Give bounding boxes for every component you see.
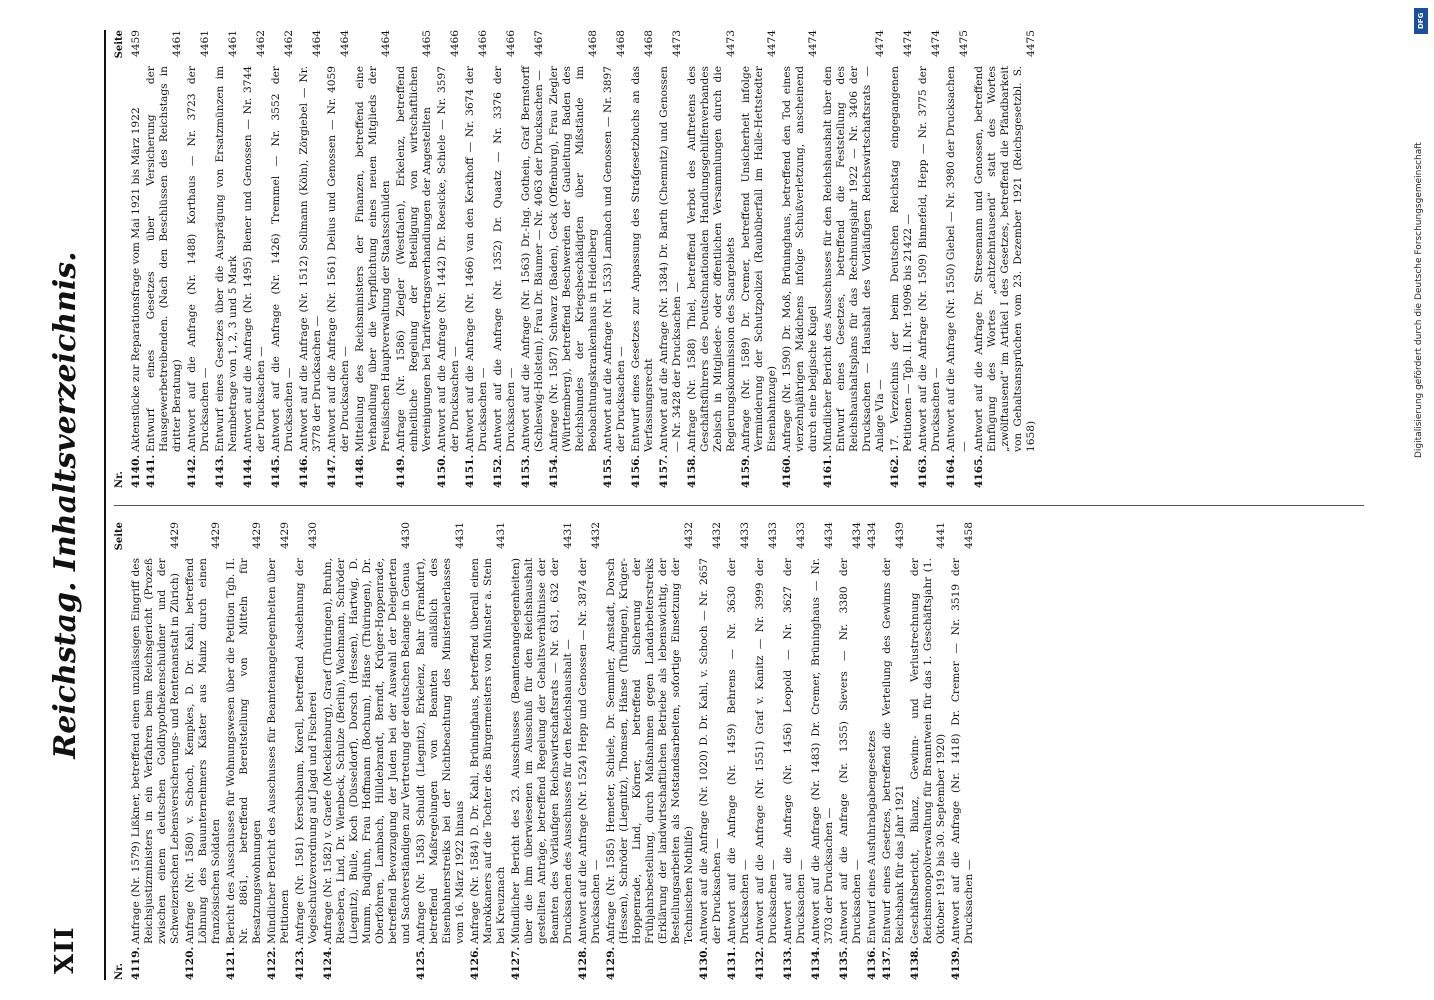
entry-page: 4468 [643,30,655,57]
entry-number: 4145. [270,454,282,488]
page-number: XII [50,926,80,974]
right-column-header [114,30,130,488]
index-entry [354,30,393,488]
index-entry [214,30,240,488]
entry-text: Antwort auf die Anfrage (Nr. 1466) van den Kerkhoff — Nr. 3674 der Drucksachen — [464,66,489,452]
rotated-page-content [40,30,1380,980]
entry-number: 4144. [242,454,254,488]
entry-number: 4161. [822,454,834,488]
entry-page: 4464 [380,30,392,57]
entry-page: 4433 [739,522,751,549]
index-entry [740,30,779,488]
entry-number: 4134. [810,946,822,980]
entry-page: 4459 [130,30,142,57]
entry-text: Antwort auf die Anfrage (Nr. 1495) Biener und Genossen — Nr. 3744 der Drucksachen — [242,66,267,452]
entry-number: 4126. [469,946,481,980]
index-entry [810,522,836,980]
index-entry [630,30,656,488]
page-title: Reichstag. Inhaltsverzeichnis. [48,251,83,759]
entry-page: 4466 [449,30,461,57]
entry-page: 4429 [279,522,291,549]
entry-text: Antwort auf die Anfrage (Nr. 1456) Leopold — Nr. 3627 der Drucksachen — [782,558,807,944]
entry-number: 4130. [698,946,710,980]
entry-page: 4461 [199,30,211,57]
entry-page: 4434 [851,522,863,549]
entry-text: Antwort auf die Anfrage (Nr. 1524) Hepp und Genossen — Nr. 3874 der Drucksachen — [577,558,602,944]
entry-number: 4121. [225,946,237,980]
entry-text: Antwort auf die Anfrage (Nr. 1442) Dr. Roesicke, Schiele — Nr. 3597 der Drucksachen — [436,66,461,452]
entry-text: Bericht des Ausschusses für Wohnungswesen über die Petition Tgb. II. Nr. 8861, betreffend Bereitstellung von Mitteln für Besatzungswohnungen [225,558,263,944]
index-entry [294,522,320,980]
entry-text: Anfrage (Nr. 1579) Lißkner, betreffend einen unzulässigen Eingriff des Reichsjustizministers in ein Verfahren beim Reichsgericht (Prozeß zwischen einem deutschen Goldhypothekenschuldner und der Schweizerischen Lebensversicherungs- und Rentenanstalt in Zürich) [130,558,181,944]
entry-number: 4142. [186,454,198,488]
entry-page: 4433 [767,522,779,549]
entry-number: 4124. [322,946,334,980]
index-entry [184,522,223,980]
entry-number: 4143. [214,454,226,488]
index-entry [145,30,184,488]
entry-text: Antwort auf die Anfrage (Nr. 1533) Lambach und Genossen — Nr. 3897 der Drucksachen — [602,66,627,452]
entry-number: 4132. [754,946,766,980]
entry-page: 4474 [902,30,914,57]
index-entry [602,30,628,488]
entry-number: 4157. [658,454,670,488]
entry-number: 4152. [492,454,504,488]
index-entry [270,30,296,488]
entry-page: 4431 [562,522,574,549]
entry-text: Antwort auf die Anfrage (Nr. 1561) Delius und Genossen — Nr. 4059 der Drucksachen — [326,66,351,452]
entry-text: Anfrage (Nr. 1590) Dr. Moß, Brüninghaus, betreffend den Tod eines vierzehnjährigen Mädchens infolge Schußverletzung, anscheinend durch eine belgische Kugel [781,66,819,452]
entry-text: Anfrage (Nr. 1585) Hemeter, Schiele, Dr. Semmler, Arnstadt, Dorsch (Hessen), Schröder (Liegnitz), Thomsen, Hänse (Thüringen), Krüger-Hoppenrade, Lind, Körner, betreffend Sicherung der Frühjahrsbestellung, durch Maßnahmen gegen Landarbeiterstreiks (Erklärung der landwirtschaftlichen Betriebe als lebenswichtig, der Bestellungsarbeiten als Notstandsarbeiten, sofortige Einsetzung der Technischen Nothilfe) [605,558,695,944]
entry-page: 4468 [587,30,599,57]
page-label: Seite [114,522,125,551]
entry-number: 4150. [436,454,448,488]
entry-number: 4122. [266,946,278,980]
index-entry [754,522,780,980]
index-entry [605,522,696,980]
entry-text: Aktenstücke zur Reparationsfrage vom Mai 1921 bis März 1922 [130,107,142,452]
entry-page: 4464 [339,30,351,57]
entry-page: 4432 [683,522,695,549]
index-entry [469,522,508,980]
entry-page: 4439 [894,522,906,549]
index-entry [322,522,413,980]
index-entry [510,522,575,980]
left-column-header [114,522,130,980]
entry-text: Anfrage (Nr. 1586) Ziegler (Westfalen), Erkelenz, betreffend einheitliche Regelung der Beteiligung von wirtschaftlichen Vereinigungen bei Tarifvertragsverhandlungen der Angestellten [395,66,433,452]
entry-page: 4474 [874,30,886,57]
index-entry [130,522,182,980]
index-entry [326,30,352,488]
entry-text: Antwort auf die Anfrage (Nr. 1459) Behrens — Nr. 3630 der Drucksachen — [726,558,751,944]
index-entry [838,522,864,980]
entry-text: Anfrage (Nr. 1589) Dr. Cremer, betreffend Unsicherheit infolge Verminderung der Schutzpolizei (Raubüberfall im Halle-Hettstedter Eisenbahnzuge) [740,66,778,452]
entry-number: 4160. [781,454,793,488]
index-entry [436,30,462,488]
entry-page: 4475 [1025,30,1037,57]
left-column [114,522,1364,980]
index-entry [186,30,212,488]
entry-text: Mitteilung des Reichsministers der Finanzen, betreffend eine Verhandlung über die Verpflichtung eines neuen Mitglieds der Preußischen Hauptverwaltung der Staatsschulden [354,66,392,452]
entry-text: Geschäftsbericht, Bilanz, Gewinn- und Verlustrechnung der Reichsmonopolverwaltung für Branntwein für das 1. Geschäftsjahr (1. Oktober 1919 bis 30. September 1920) [909,558,947,944]
entry-number: 4163. [917,454,929,488]
entry-text: Anfrage (Nr. 1582) v. Graefe (Mecklenburg), Graef (Thüringen), Bruhn, Riesebera, Lind, Dr. Wienbeck, Schulze (Berlin), Wachmann, Schröder (Liegnitz), Bulle, Koch (Düsseldorf), Dorsch (Hessen), Hartwig, D. Mumm, Budjuhn, Frau Hoffmann (Bochum), Hänse (Thüringen), Dr. Oberfohren, Lambach, Hilldebrandt, Berndt, Krüger-Hoppenrade, betreffend Bevorzugung der Juden bei der Auswahl der Delegierten und Sachverständigen zur Vertretung der deutschen Belange in Genua [322,558,412,944]
entry-text: Antwort auf die Anfrage (Nr. 1483) Dr. Cremer, Brüninghaus — Nr. 3703 der Drucksachen — [810,558,835,944]
index-entry [909,522,948,980]
entry-page: 4429 [251,522,263,549]
entry-number: 4129. [605,946,617,980]
entry-number: 4131. [726,946,738,980]
entry-number: 4137. [881,946,893,980]
entry-page: 4462 [255,30,267,57]
entry-text: 17. Verzeichnis der beim Deutschen Reichstag eingegangenen Petitionen — Tgb. II. Nr. 19096 bis 21422 — [889,66,914,452]
entry-page: 4475 [958,30,970,57]
entry-number: 4153. [520,454,532,488]
entry-text: Antwort auf die Anfrage (Nr. 1550) Giebel — Nr. 3980 der Drucksachen — [945,66,970,452]
number-label: Nr. [114,963,125,980]
entry-page: 4473 [671,30,683,57]
entry-number: 4146. [298,454,310,488]
entry-number: 4135. [838,946,850,980]
entry-number: 4127. [510,946,522,980]
entry-number: 4136. [866,946,878,980]
entry-text: Anfrage (Nr. 1580) v. Schoch, Kempkes, D. Dr. Kahl, betreffend Löhnung des Bauunternehmers Käster aus Mainz durch einen französischen Soldaten [184,558,222,944]
index-entry [822,30,887,488]
entry-page: 4462 [283,30,295,57]
entry-number: 4154. [548,454,560,488]
entry-page: 4441 [935,522,947,549]
entry-page: 4467 [533,30,545,57]
entry-number: 4139. [950,946,962,980]
index-entry [298,30,324,488]
entry-number: 4159. [740,454,752,488]
entry-text: Antwort auf die Anfrage (Nr. 1418) Dr. Cremer — Nr. 3519 der Drucksachen — [950,558,975,944]
entry-text: Antwort auf die Anfrage (Nr. 1509) Binnefeld, Hepp — Nr. 3775 der Drucksachen — [917,66,942,452]
document-page [40,30,1380,980]
credit-text: Digitalisierung gefördert durch die Deutsche Forschungsgemeinschaft [1414,142,1424,458]
index-entry [464,30,490,488]
entry-number: 4165. [973,454,985,488]
entry-number: 4158. [686,454,698,488]
entry-page: 4474 [930,30,942,57]
entry-page: 4429 [210,522,222,549]
entry-text: Anfrage (Nr. 1584) D. Dr. Kahl, Brüninghaus, betreffend überall einen Marokkaners auf die Tochter des Bürgermeisters von Münster a. Stein bei Kreuznach [469,558,507,944]
index-entry [781,30,820,488]
entry-text: Entwurf eines Gesetzes zur Anpassung des Strafgesetzbuchs an das Verfassungsrecht [630,66,655,452]
entry-number: 4148. [354,454,366,488]
index-entry [492,30,518,488]
dfg-logo: DFG [1414,8,1428,34]
entry-number: 4164. [945,454,957,488]
entry-text: Antwort auf die Anfrage Dr. Stresemann und Genossen, betreffend Einfügung des Wortes „achtzehntausend“ statt des Wortes „zwölftausend“ im Artikel I des Gesetzes, betreffend die Pfändbarkeit von Gehaltsansprüchen vom 23. Dezember 1921 (Reichsgesetzbl. S. 1658) [973,66,1037,452]
index-entry [881,522,907,980]
index-entry [658,30,684,488]
entry-page: 4474 [807,30,819,57]
entry-page: 4434 [823,522,835,549]
entry-text: Antwort auf die Anfrage (Nr. 1488) Korthaus — Nr. 3723 der Drucksachen — [186,66,211,452]
entry-text: Entwurf eines Gesetzes über die Ausprägung von Ersatzmünzen im Nennbetrage von 1, 2, 3 und 5 Mark [214,66,239,452]
entry-page: 4474 [766,30,778,57]
entry-number: 4119. [130,946,142,980]
entry-page: 4473 [725,30,737,57]
number-label: Nr. [114,471,125,488]
entry-text: Entwurf eines Gesetzes über Versicherung der Hausgewerbetreibenden. (Nach den Beschlüssen des Reichstags in dritter Beratung) [145,66,183,452]
entry-page: 4430 [400,522,412,549]
column-divider [114,505,1364,506]
page-header [40,30,106,980]
index-entry [415,522,467,980]
entry-page: 4429 [169,522,181,549]
entry-page: 4466 [505,30,517,57]
index-entry [782,522,808,980]
index-entry [225,522,264,980]
entry-page: 4458 [963,522,975,549]
entry-page: 4465 [421,30,433,57]
index-entry [945,30,971,488]
digitization-credit [1414,8,1428,992]
entry-page: 4432 [590,522,602,549]
entry-number: 4156. [630,454,642,488]
entry-text: Antwort auf die Anfrage (Nr. 1426) Tremmel — Nr. 3552 der Drucksachen — [270,66,295,452]
index-entry [242,30,268,488]
entry-text: Entwurf eines Gesetzes, betreffend die Verteilung des Gewinns der Reichsbank für das Jahr 1921 [881,558,906,944]
entry-text: Mündlicher Bericht des Ausschusses für den Reichshaushalt über den Entwurf eines Gesetzes, betreffend die Feststellung des Reichshaushaltsplans für das Rechnungsjahr 1922 — Nr. 3406 der Drucksachen — Haushalt des Vorläufigen Reichswirtschaftsrats — Anlage VIa — [822,66,886,452]
entry-text: Anfrage (Nr. 1587) Schwarz (Baden), Geck (Offenburg), Frau Ziegler (Württemberg), betreffend Beschwerden der Gauleitung Baden des Reichsbundes der Kriegsbeschädigten über Mißstände im Beobachtungskrankenhaus in Heidelberg [548,66,599,452]
entry-number: 4151. [464,454,476,488]
entry-text: Mündlicher Bericht des Ausschusses für Beamtenangelegenheiten über Petitionen [266,558,291,944]
entry-number: 4140. [130,454,142,488]
entry-text: Antwort auf die Anfrage (Nr. 1352) Dr. Quaatz — Nr. 3376 der Drucksachen — [492,66,517,452]
index-entry [973,30,1038,488]
entry-text: Antwort auf die Anfrage (Nr. 1512) Sollmann (Köln), Zörgiebel — Nr. 3778 der Drucksachen — [298,66,323,452]
index-entry [520,30,546,488]
entry-number: 4138. [909,946,921,980]
entry-page: 4461 [171,30,183,57]
index-entry [726,522,752,980]
entry-number: 4141. [145,454,157,488]
entry-text: Anfrage (Nr. 1583) Schuldt (Liegnitz), Erkelenz, Bahr (Frankfurt), betreffend Maßregelungen von Beamten anläßlich des Eisenbahnerstreiks bei der Nichtbeachtung des Ministerialerlasses vom 16. März 1922 hinaus [415,558,466,944]
index-entry [917,30,943,488]
entry-page: 4431 [495,522,507,549]
entry-page: 4466 [477,30,489,57]
entry-page: 4468 [615,30,627,57]
right-column [114,30,1364,488]
entry-text: Anfrage (Nr. 1588) Thiel, betreffend Verbot des Auftretens des Geschäftsführers des Deutschnationalen Handlungsgehilfenverbandes Zebisch in Mitglieder- oder öffentlichen Versammlungen durch die Regierungskommission des Saargebiets [686,66,737,452]
index-entry [266,522,292,980]
page-label: Seite [114,30,125,59]
index-entry [686,30,738,488]
entry-page: 4432 [711,522,723,549]
entry-page: 4464 [311,30,323,57]
entry-page: 4431 [454,522,466,549]
index-entry [866,522,879,980]
entry-number: 4128. [577,946,589,980]
index-entry [698,522,724,980]
index-entry [130,30,143,488]
entry-number: 4120. [184,946,196,980]
entry-number: 4155. [602,454,614,488]
entry-number: 4125. [415,946,427,980]
entry-number: 4123. [294,946,306,980]
entry-text: Antwort auf die Anfrage (Nr. 1020) D. Dr. Kahl, v. Schoch — Nr. 2657 der Drucksachen — [698,558,723,944]
entry-page: 4461 [227,30,239,57]
entry-text: Antwort auf die Anfrage (Nr. 1384) Dr. Barth (Chemnitz) und Genossen — Nr. 3428 der Drucksachen — [658,66,683,452]
entry-number: 4133. [782,946,794,980]
entry-number: 4162. [889,454,901,488]
entry-text: Antwort auf die Anfrage (Nr. 1551) Graf v. Kanitz — Nr. 3999 der Drucksachen — [754,558,779,944]
entry-text: Mündlicher Bericht des 23. Ausschusses (Beamtenangelegenheiten) über die ihm überwiesenen im Ausschuß für den Reichshaushalt gestellten Anträge, betreffend Regelung der Gehaltsverhältnisse der Beamten des Vorläufigen Reichswirtschaftsrats — Nr. 631, 632 der Drucksachen des Ausschusses für den Reichshaushalt — [510,558,574,944]
entry-page: 4430 [307,522,319,549]
entry-number: 4147. [326,454,338,488]
entry-text: Antwort auf die Anfrage (Nr. 1355) Sievers — Nr. 3380 der Drucksachen — [838,558,863,944]
index-entry [577,522,603,980]
entry-text: Entwurf eines Ausfuhrabgabengesetzes [866,730,878,944]
entry-text: Antwort auf die Anfrage (Nr. 1563) Dr.-Ing. Gothein, Graf Bernstorff (Schleswig-Holstein), Frau Dr. Bäumer — Nr. 4063 der Drucksachen — [520,66,545,452]
entry-text: Anfrage (Nr. 1581) Kerschbaum, Korell, betreffend Ausdehnung der Vogelschutzverordnung auf Jagd und Fischerei [294,558,319,944]
entry-page: 4434 [866,522,878,549]
index-entry [548,30,600,488]
entry-page: 4433 [795,522,807,549]
entry-number: 4149. [395,454,407,488]
index-entry [950,522,976,980]
index-entry [395,30,434,488]
index-entry [889,30,915,488]
